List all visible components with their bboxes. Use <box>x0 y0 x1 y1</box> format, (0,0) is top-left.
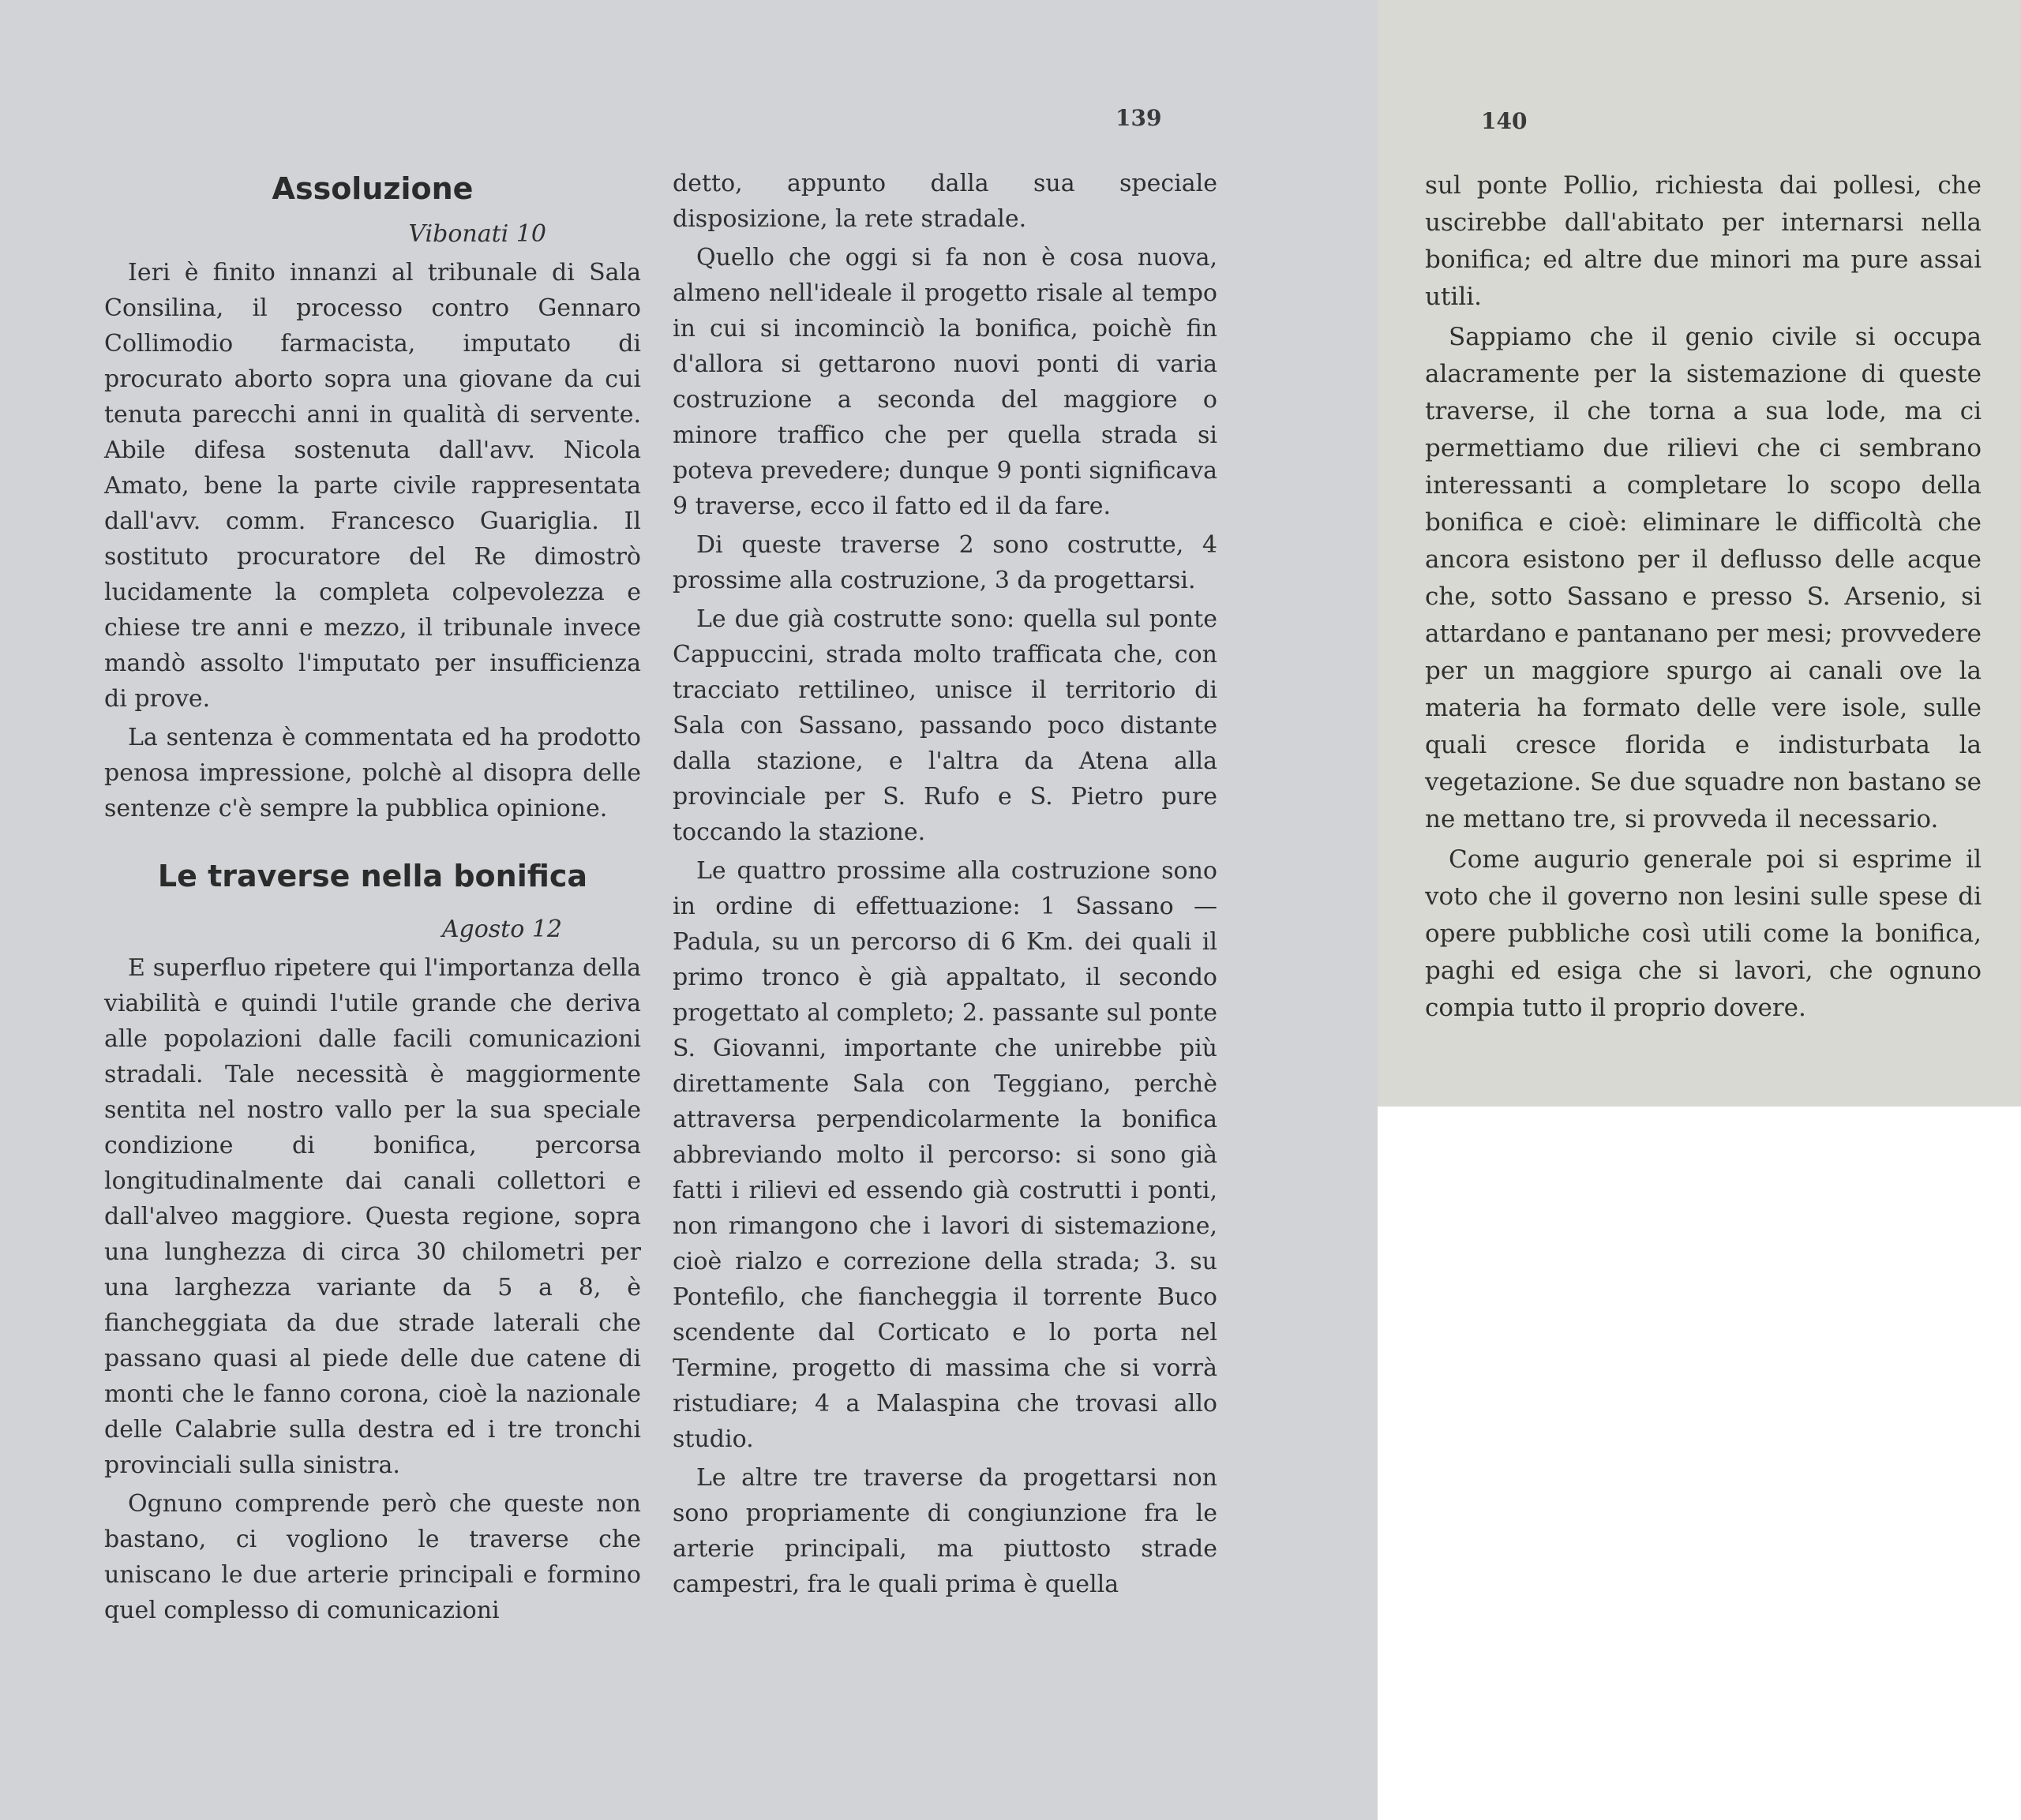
column-left <box>104 166 641 1628</box>
paragraph: Le quattro prossime alla costruzione sono in ordine di effettuazione: 1 Sassano — Padula, su un percorso di 6 Km. dei quali il primo tronco è già appaltato, il secondo progettato al completo; 2. passante sul ponte S. Giovanni, importante che unirebbe più direttamente Sala con Teggiano, perchè attraversa perpendicolarmente la bonifica abbreviando molto il percorso: si sono già fatti i rilievi ed essendo già costrutti i ponti, non rimangono che i lavori di sistemazione, cioè rialzo e correzione della strada; 3. su Pontefilo, che fiancheggia il torrente Buco scendente dal Corticato e lo porta nel Termine, progetto di massima che si vorrà ristudiare; 4 a Malaspina che trovasi allo studio. <box>673 857 1217 1453</box>
column-right <box>673 166 1217 1602</box>
page-number: 139 <box>1115 105 1162 131</box>
article-title-traverse: Le traverse nella bonifica <box>157 859 588 893</box>
paragraph: Le due già costrutte sono: quella sul ponte Cappuccini, strada molto trafficata che, con tracciato rettilineo, unisce il territorio di Sala con Sassano, passando poco distante dalla stazione, e l'altra da Atena alla provinciale per S. Rufo e S. Pietro pure toccando la stazione. <box>673 605 1217 846</box>
paragraph: sul ponte Pollio, richiesta dai pollesi, che uscirebbe dall'abitato per internarsi nella bonifica; ed altre due minori ma pure assai utili. <box>1425 171 1982 311</box>
page-140 <box>1378 0 2021 1107</box>
dateline: Agosto 12 <box>441 916 562 943</box>
paragraph: Ieri è finito innanzi al tribunale di Sala Consilina, il processo contro Gennaro Collimodio farmacista, imputato di procurato aborto sopra una giovane da cui tenuta parecchi anni in qualità di servente. Abile difesa sostenuta dall'avv. Nicola Amato, bene la parte civile rappresentata dall'avv. comm. Francesco Guariglia. Il sostituto procuratore del Re dimostrò lucidamente la completa colpevolezza e chiese tre anni e mezzo, il tribunale invece mandò assolto l'imputato per insufficienza di prove. <box>104 259 641 713</box>
page-number: 140 <box>1481 108 1528 134</box>
paragraph: Di queste traverse 2 sono costrutte, 4 prossime alla costruzione, 3 da progettarsi. <box>673 531 1217 594</box>
paragraph: E superfluo ripetere qui l'importanza della viabilità e quindi l'utile grande che deriva alle popolazioni dalle facili comunicazioni stradali. Tale necessità è maggiormente sentita nel nostro vallo per la sua speciale condizione di bonifica, percorsa longitudinalmente dai canali collettori e dall'alveo maggiore. Questa regione, sopra una lunghezza di circa 30 chilometri per una larghezza variante da 5 a 8, è fiancheggiata da due strade laterali che passano quasi al piede delle due catene di monti che le fanno corona, cioè la nazionale delle Calabrie sulla destra ed i tre tronchi provinciali sulla sinistra. <box>104 954 641 1479</box>
paragraph: Quello che oggi si fa non è cosa nuova, almeno nell'ideale il progetto risale al tempo in cui si incominciò la bonifica, poichè fin d'allora si gettarono nuovi ponti di varia costruzione a seconda del maggiore o minore traffico che per quella strada si poteva prevedere; dunque 9 ponti significava 9 traverse, ecco il fatto ed il da fare. <box>673 244 1217 520</box>
column-single <box>1425 167 1982 1027</box>
dateline: Vibonati 10 <box>408 220 546 248</box>
paragraph: detto, appunto dalla sua speciale disposizione, la rete stradale. <box>673 170 1217 233</box>
paragraph: Le altre tre traverse da progettarsi non sono propriamente di congiunzione fra le arterie principali, ma piuttosto strade campestri, fra le quali prima è quella <box>673 1464 1217 1598</box>
article-title-assoluzione: Assoluzione <box>272 171 474 206</box>
paragraph: Sappiamo che il genio civile si occupa alacramente per la sistemazione di queste traverse, il che torna a sua lode, ma ci permettiamo due rilievi che ci sembrano interessanti a completare lo scopo della bonifica e cioè: eliminare le difficoltà che ancora esistono per il deflusso delle acque che, sotto Sassano e presso S. Arsenio, si attardano e pantanano per mesi; provvedere per un maggiore spurgo ai canali ove la materia ha formato delle vere isole, sulle quali cresce florida e indisturbata la vegetazione. Se due squadre non bastano se ne mettano tre, si provveda il necessario. <box>1425 323 1982 833</box>
paragraph: Come augurio generale poi si esprime il voto che il governo non lesini sulle spese di opere pubbliche così utili come la bonifica, paghi ed esiga che si lavori, che ognuno compia tutto il proprio dovere. <box>1425 845 1982 1022</box>
paragraph: La sentenza è commentata ed ha prodotto penosa impressione, polchè al disopra delle sentenze c'è sempre la pubblica opinione. <box>104 724 641 822</box>
paragraph: Ognuno comprende però che queste non bastano, ci vogliono le traverse che uniscano le due arterie principali e formino quel complesso di comunicazioni <box>104 1490 641 1624</box>
